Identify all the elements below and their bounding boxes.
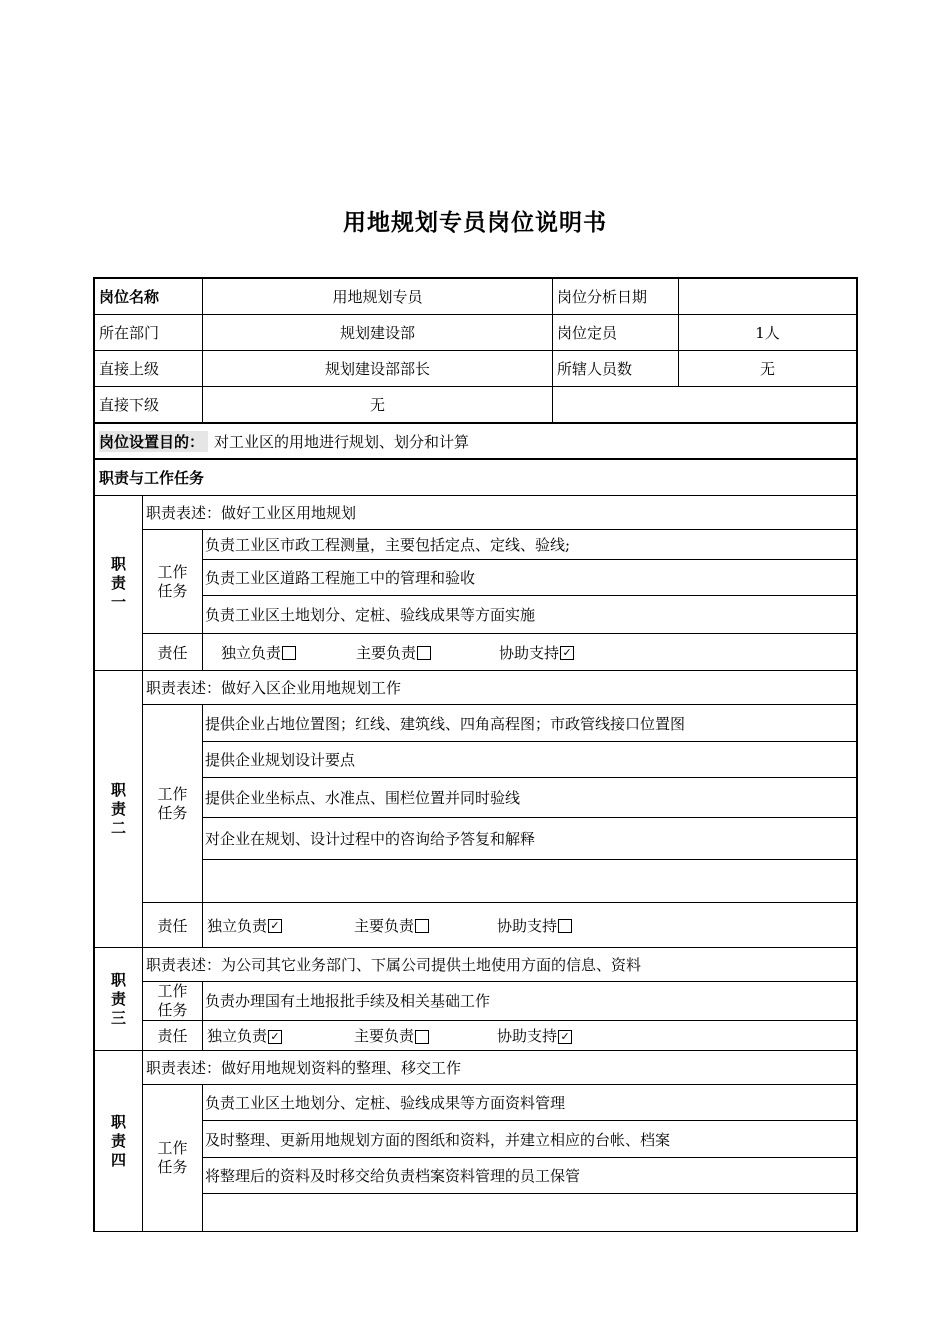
- duty-label-char: 职: [110, 1112, 126, 1131]
- responsibility-option-label: 主要负责: [354, 916, 415, 935]
- duty-label-char: 责: [110, 573, 126, 592]
- task-label-wrap: [157, 982, 187, 1020]
- analysis-date-label: 岗位分析日期: [553, 279, 679, 314]
- responsibility-option-label: 独立负责: [207, 1027, 268, 1045]
- task-label: [143, 1085, 203, 1231]
- superior-value: 规划建设部部长: [203, 351, 553, 386]
- dept-value: 规划建设部: [203, 315, 553, 350]
- duty-label-char: 责: [110, 1131, 126, 1150]
- duty-label-text: [111, 971, 126, 1028]
- responsibility-option-label: 主要负责: [356, 643, 417, 662]
- empty-box-icon: [415, 1030, 429, 1044]
- duty-label-char: 职: [110, 554, 126, 573]
- duty-block: [95, 1051, 856, 1232]
- duty-label: [95, 671, 143, 947]
- task-block: [143, 705, 856, 903]
- checked-box-icon: ✓: [558, 1030, 572, 1044]
- duties-header-row: [95, 460, 856, 496]
- post-name-label: 岗位名称: [95, 279, 203, 314]
- responsibility-option: [499, 642, 574, 663]
- task-label: [143, 705, 203, 902]
- duty-description: 职责表述：为公司其它业务部门、下属公司提供土地使用方面的信息、资料: [143, 948, 856, 982]
- responsibility-option-label: 主要负责: [354, 1027, 415, 1045]
- task-label-text: 任务: [157, 1158, 188, 1176]
- task-label: [143, 982, 203, 1020]
- task-item: 负责工业区市政工程测量，主要包括定点、定线、验线;: [203, 530, 856, 560]
- responsibility-option: [354, 915, 429, 936]
- info-row-superior: [95, 351, 856, 387]
- subordinate-label: 直接下级: [95, 387, 203, 422]
- duty-label-text: [111, 781, 126, 838]
- task-item: 提供企业规划设计要点: [203, 742, 856, 778]
- task-label-wrap: [157, 785, 187, 823]
- task-item: 负责工业区土地划分、定桩、验线成果等方面资料管理: [203, 1085, 856, 1121]
- empty-box-icon: [415, 919, 429, 933]
- task-item: 负责工业区道路工程施工中的管理和验收: [203, 560, 856, 596]
- task-label-wrap: [157, 563, 187, 601]
- task-label-text: 工作: [157, 784, 188, 803]
- task-item: 负责工业区土地划分、定桩、验线成果等方面实施: [205, 606, 536, 624]
- responsibility-option-label: 独立负责: [207, 916, 268, 935]
- task-item: 负责办理国有土地报批手续及相关基础工作: [205, 991, 491, 1010]
- basic-info-section: [93, 277, 858, 496]
- responsibility-option: [356, 642, 431, 663]
- task-item: 将整理后的资料及时移交给负责档案资料管理的员工保管: [203, 1158, 856, 1194]
- job-description-table: [93, 277, 858, 1232]
- info-row-subordinate: [95, 387, 856, 424]
- task-list: [203, 1085, 856, 1231]
- task-list: [203, 705, 856, 902]
- responsibility-label: 责任: [143, 903, 203, 947]
- duty-label-char: 职: [110, 970, 126, 989]
- checked-box-icon: ✓: [268, 919, 282, 933]
- staff-count-value: 无: [759, 360, 775, 378]
- duties-header: 职责与工作任务: [99, 469, 205, 487]
- empty-box-icon: [558, 919, 572, 933]
- duty-label: [95, 1051, 143, 1231]
- responsibility-option: [207, 1025, 282, 1046]
- checked-box-icon: ✓: [560, 646, 574, 660]
- task-label-text: 任务: [157, 803, 188, 822]
- duty-label-char: 三: [110, 1008, 126, 1027]
- duties-section: [93, 496, 858, 1232]
- responsibility-option-label: 协助支持: [499, 643, 560, 662]
- duty-body: [143, 671, 856, 947]
- duty-label-text: [111, 1113, 126, 1170]
- duty-block: [95, 671, 856, 948]
- analysis-date-value: [679, 279, 856, 314]
- duty-label-char: 责: [110, 799, 126, 818]
- duty-body: [143, 948, 856, 1050]
- subordinate-empty: [553, 387, 856, 422]
- task-item: [203, 860, 856, 902]
- duty-description: 职责表述：做好入区企业用地规划工作: [143, 671, 856, 705]
- responsibility-option: [207, 915, 282, 936]
- checked-box-icon: ✓: [268, 1030, 282, 1044]
- empty-box-icon: [282, 646, 296, 660]
- task-item: 提供企业坐标点、水准点、围栏位置并同时验线: [203, 778, 856, 818]
- superior-label: 直接上级: [95, 351, 203, 386]
- purpose-text: 对工业区的用地进行规划、划分和计算: [214, 432, 470, 451]
- task-label-text: 任务: [157, 581, 188, 600]
- responsibility-row: [143, 634, 856, 670]
- duty-label-char: 一: [110, 592, 126, 611]
- document-title: 用地规划专员岗位说明书: [343, 210, 607, 236]
- purpose-label: 岗位设置目的：: [99, 431, 208, 452]
- task-item: [203, 1194, 856, 1231]
- responsibility-option: [497, 915, 572, 936]
- task-list: [203, 982, 856, 1020]
- duty-body: [143, 496, 856, 670]
- task-block: [143, 530, 856, 634]
- responsibility-row: [143, 903, 856, 947]
- task-label-text: 任务: [157, 1001, 188, 1019]
- quota-value: 1人: [755, 324, 780, 342]
- task-item: 及时整理、更新用地规划方面的图纸和资料，并建立相应的台帐、档案: [203, 1121, 856, 1158]
- duty-label-char: 责: [110, 989, 126, 1008]
- empty-box-icon: [417, 646, 431, 660]
- task-label-text: 工作: [157, 562, 188, 581]
- duty-label: [95, 496, 143, 670]
- task-item: 提供企业占地位置图；红线、建筑线、四角高程图；市政管线接口位置图: [203, 705, 856, 742]
- responsibility-label: 责任: [143, 634, 203, 670]
- duty-label-char: 二: [110, 818, 126, 837]
- subordinate-value: 无: [203, 387, 553, 422]
- duty-block: [95, 948, 856, 1051]
- duty-body: [143, 1051, 856, 1231]
- duty-label-char: 四: [110, 1150, 126, 1169]
- responsibility-option-label: 协助支持: [497, 1027, 558, 1045]
- responsibility-row: [143, 1021, 856, 1050]
- duty-block: [95, 496, 856, 671]
- task-block: [143, 1085, 856, 1231]
- responsibility-option-label: 独立负责: [221, 643, 282, 662]
- purpose-row: [95, 424, 856, 460]
- duty-label: [95, 948, 143, 1050]
- responsibility-option-label: 协助支持: [497, 916, 558, 935]
- dept-label: 所在部门: [95, 315, 203, 350]
- purpose-cell: [95, 424, 856, 458]
- task-label-wrap: [157, 1139, 187, 1177]
- duty-label-char: 职: [110, 780, 126, 799]
- task-list: [203, 530, 856, 633]
- task-item: 对企业在规划、设计过程中的咨询给予答复和解释: [203, 818, 856, 860]
- duty-description: 职责表述：做好用地规划资料的整理、移交工作: [143, 1051, 856, 1085]
- quota-label: 岗位定员: [553, 315, 679, 350]
- task-label-text: 工作: [157, 1139, 188, 1157]
- responsibility-option: [497, 1025, 572, 1046]
- info-row-dept: [95, 315, 856, 351]
- task-label: [143, 530, 203, 633]
- task-label-text: 工作: [157, 982, 188, 1000]
- post-name-value: 用地规划专员: [203, 279, 553, 314]
- task-block: [143, 982, 856, 1021]
- staff-count-label: 所辖人员数: [553, 351, 679, 386]
- duty-label-text: [111, 555, 126, 612]
- duty-description: 职责表述：做好工业区用地规划: [143, 496, 856, 530]
- responsibility-option: [221, 642, 296, 663]
- responsibility-label: 责任: [143, 1021, 203, 1050]
- info-row-post: [95, 279, 856, 315]
- responsibility-option: [354, 1025, 429, 1046]
